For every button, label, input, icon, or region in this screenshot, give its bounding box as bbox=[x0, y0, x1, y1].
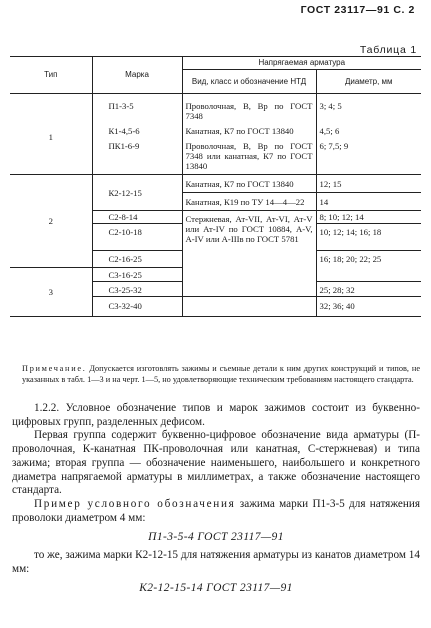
example-paragraph bbox=[12, 498, 420, 525]
note-text: Допускается изготовлять зажимы и съемные детали к ним других конструкций и типов, не указанных в табл. 1—3 и на черт. 1—5, но удовлетворяющие техническим требованиям настоящего стандарта. bbox=[22, 364, 420, 384]
group-header: Напрягаемая арматура bbox=[182, 57, 421, 70]
type-1-cell: 1 bbox=[10, 100, 92, 175]
diam-cell: 8; 10; 12; 14 bbox=[316, 211, 421, 224]
kind-cell: Проволочная, В, Вр по ГОСТ 7348 или канатная, К7 по ГОСТ 13840 bbox=[182, 137, 316, 175]
mark-cell: К2-12-15 bbox=[92, 175, 182, 211]
diam-cell: 10; 12; 14; 16; 18 bbox=[316, 224, 421, 251]
col-diam-header: Диаметр, мм bbox=[316, 70, 421, 94]
type-3-cell: 3 bbox=[48, 287, 53, 297]
paragraph-groups: Первая группа содержит буквенно-цифровое обозначение вида арматуры (П-проволочная, К-канатная ПК-проволочная или канатная, С-стержневая) и типа зажима; вторая группа — обозначение наименьшего, наибольшего и конкретного диаметра напрягаемой арматуры в миллиметрах, а также обозначение настоящего стандарта. bbox=[12, 429, 420, 497]
mark-cell: П1-3-5 bbox=[92, 100, 182, 122]
col-kind-header: Вид, класс и обозначение НТД bbox=[182, 70, 316, 94]
example-text: зажима марки П1-3-5 для натяжения проволоки диаметром 4 мм: bbox=[12, 497, 420, 524]
col-type-header: Тип bbox=[44, 70, 58, 79]
kind-cell: Канатная, К7 по ГОСТ 13840 bbox=[182, 175, 316, 193]
example-formula-2: К2-12-15-14 ГОСТ 23117—91 bbox=[139, 582, 293, 595]
table-note bbox=[22, 364, 420, 385]
mark-cell: С2-16-25 bbox=[92, 251, 182, 268]
mark-cell: К1-4,5-6 bbox=[92, 122, 182, 137]
mark-cell: С3-32-40 bbox=[92, 297, 182, 317]
diam-cell: 12; 15 bbox=[316, 175, 421, 193]
kind-cell: Канатная, К19 по ТУ 14—4—22 bbox=[182, 193, 316, 211]
type-2-cell: 2 bbox=[10, 175, 92, 268]
diam-cell: 3; 4; 5 bbox=[316, 100, 421, 122]
paragraph-same: то же, зажима марки К2-12-15 для натяжения арматуры из канатов диаметром 14 мм: bbox=[12, 549, 420, 575]
mark-cell: С3-16-25 bbox=[92, 268, 182, 282]
diam-cell: 25; 28; 32 bbox=[316, 282, 421, 297]
diam-cell: 14 bbox=[316, 193, 421, 211]
kind-cell: Канатная, К7 по ГОСТ 13840 bbox=[182, 122, 316, 137]
table-caption: Таблица 1 bbox=[359, 44, 417, 56]
kind-cell: Проволочная, В, Вр по ГОСТ 7348 bbox=[182, 100, 316, 122]
mark-cell: С3-25-32 bbox=[92, 282, 182, 297]
example-formula-1: П1-3-5-4 ГОСТ 23117—91 bbox=[148, 531, 284, 544]
body-text bbox=[12, 402, 420, 600]
page-header: ГОСТ 23117—91 С. 2 bbox=[300, 4, 415, 16]
diam-cell: 4,5; 6 bbox=[316, 122, 421, 137]
col-mark-header: Марка bbox=[92, 57, 182, 94]
clamp-types-table bbox=[10, 56, 421, 317]
mark-cell: С2-10-18 bbox=[92, 224, 182, 251]
kind-cell-rebar: Стержневая, Ат-VII, Ат-VI, Ат-V или Ат-IV по ГОСТ 10884, А-V, A-IV или А-IIIв по ГОСТ 5781 bbox=[182, 211, 316, 297]
diam-cell: 16; 18; 20; 22; 25 bbox=[316, 251, 421, 282]
mark-cell: ПК1-6-9 bbox=[92, 137, 182, 175]
mark-cell: С2-8-14 bbox=[92, 211, 182, 224]
paragraph-1-2-2: 1.2.2. Условное обозначение типов и марок зажимов состоит из буквенно-цифровых групп, разделенных дефисом. bbox=[12, 402, 420, 428]
diam-cell: 6; 7,5; 9 bbox=[316, 137, 421, 175]
diam-cell: 32; 36; 40 bbox=[316, 297, 421, 317]
example-label: Пример условного обозначения bbox=[34, 497, 236, 510]
kind-cell bbox=[182, 297, 316, 317]
note-label: Примечание. bbox=[22, 364, 87, 373]
